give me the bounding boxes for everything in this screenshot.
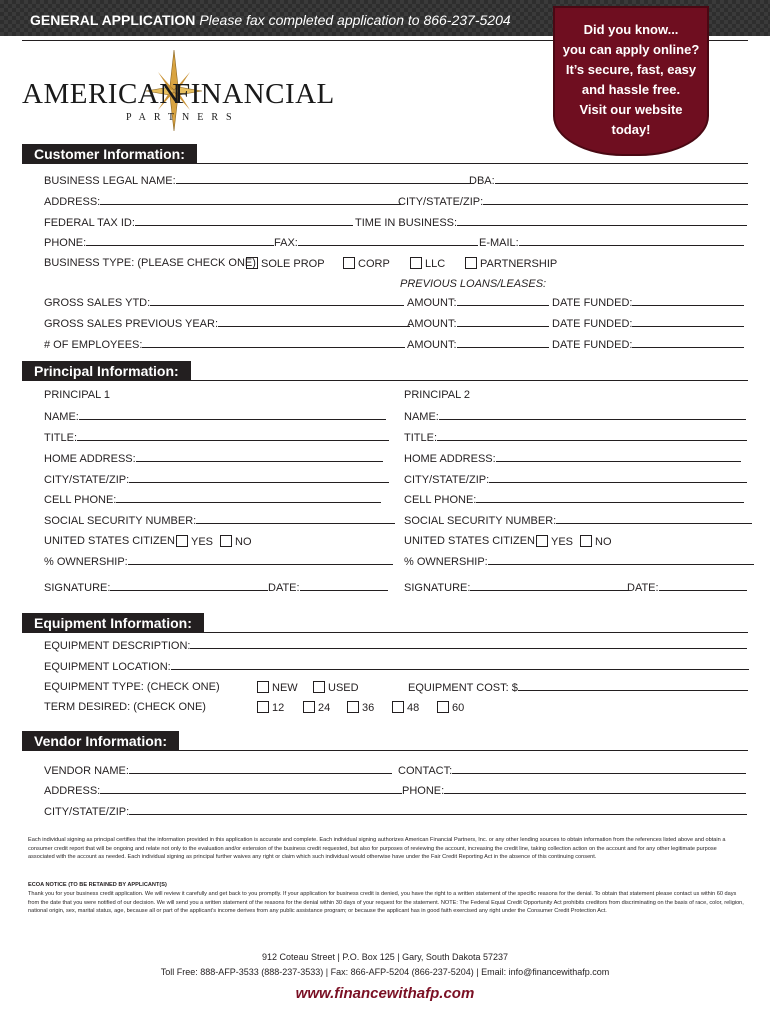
- certification-text: Each individual signing as principal certifies that the information provided in this application is accurate and complete. Each individual signing authorizes American Financial Partners, Inc. or any other lending sources to obtain information from the references listed above and obtain a consumer credit report that will be ongoing and relate not only to the evaluation and/or extension of the business credit requested, but also for purposes of reviewing the account, increasing the credit line, taking collection action on the account and for any other legitimate purpose associated with the account as needed. Each individual signing as principal further waives any right or claim which such individual would otherwise have under the Fair Credit Reporting Act in the absence of this continuing consent.: [28, 837, 726, 861]
- vendor-contact-label: CONTACT:: [398, 765, 453, 777]
- p2-citizen-row: [404, 535, 538, 548]
- p1-citizen-yes-checkbox[interactable]: [176, 535, 213, 549]
- address-field[interactable]: [44, 195, 401, 209]
- gross-sales-previous-field[interactable]: [44, 317, 410, 331]
- term-desired-label: TERM DESIRED: (CHECK ONE): [44, 701, 206, 713]
- new-label: NEW: [272, 682, 298, 694]
- ecoa-notice-text: Thank you for your business credit application. We will review it carefully and get back to you promptly. If your application for business credit is denied, you have the right to a written statement of the specific reasons for the denial. To obtain that statement please contact us within 60 days from the date that you were notified of our decision. We will send you a written statement of the reasons for the denial within 30 days of your request for the statement. NOTE: The Federal Equal Credit Opportunity Act prohibits creditors from discriminating on the basis of race, color, religion, national origin, sex, marital status, age, because all or part of the applicant’s income derives from any public assistance program; or because the applicant has in good faith exercised any right under the Consumer Credit Protection Act.: [28, 891, 744, 915]
- partnership-label: PARTNERSHIP: [480, 258, 558, 270]
- gross-sales-previous-label: GROSS SALES PREVIOUS YEAR:: [44, 318, 219, 330]
- p1-title-label: TITLE:: [44, 432, 78, 444]
- footer-address: 912 Coteau Street | P.O. Box 125 | Gary, South Dakota 57237: [262, 952, 508, 962]
- p2-city-state-zip-field[interactable]: [404, 473, 747, 487]
- term-48-label: 48: [407, 702, 420, 714]
- vendor-name-field[interactable]: [44, 764, 392, 778]
- p2-cell-phone-label: CELL PHONE:: [404, 494, 477, 506]
- loan-amount-field[interactable]: [407, 296, 549, 310]
- p1-city-state-zip-label: CITY/STATE/ZIP:: [44, 474, 130, 486]
- p1-ownership-label: % OWNERSHIP:: [44, 556, 128, 568]
- gross-sales-ytd-field[interactable]: [44, 296, 404, 310]
- badge-line: Visit our website: [579, 102, 683, 117]
- p2-name-field[interactable]: [404, 410, 746, 424]
- business-legal-name-field[interactable]: [44, 174, 474, 188]
- p1-home-address-label: HOME ADDRESS:: [44, 453, 136, 465]
- p2-home-address-field[interactable]: [404, 452, 741, 466]
- phone-label: PHONE:: [44, 237, 87, 249]
- date-funded-label: DATE FUNDED:: [552, 297, 633, 309]
- no-label: NO: [235, 536, 252, 548]
- p1-citizen-no-checkbox[interactable]: [220, 535, 252, 549]
- p1-signature-field[interactable]: [44, 581, 268, 595]
- equipment-location-label: EQUIPMENT LOCATION:: [44, 661, 171, 673]
- vendor-city-state-zip-label: CITY/STATE/ZIP:: [44, 806, 130, 818]
- checkbox-used[interactable]: [313, 681, 359, 695]
- badge-line: today!: [611, 122, 651, 137]
- city-state-zip-label: CITY/STATE/ZIP:: [398, 196, 484, 208]
- badge-line: and hassle free.: [581, 82, 681, 97]
- equipment-cost-field[interactable]: [408, 681, 748, 695]
- checkbox-sole-prop[interactable]: [246, 257, 325, 271]
- email-field[interactable]: [479, 236, 744, 250]
- checkbox-new[interactable]: [257, 681, 298, 695]
- principal-1-heading: PRINCIPAL 1: [44, 389, 111, 401]
- checkbox-term-60[interactable]: [437, 701, 464, 715]
- company-logo: [22, 48, 335, 133]
- dba-label: DBA:: [469, 175, 495, 187]
- previous-loans-heading: PREVIOUS LOANS/LEASES:: [400, 278, 547, 290]
- p1-city-state-zip-field[interactable]: [44, 473, 389, 487]
- p2-ownership-field[interactable]: [404, 555, 754, 569]
- p2-ssn-field[interactable]: [404, 514, 752, 528]
- p2-cell-phone-field[interactable]: [404, 493, 744, 507]
- checkbox-term-48[interactable]: [392, 701, 419, 715]
- p2-ssn-label: SOCIAL SECURITY NUMBER:: [404, 515, 557, 527]
- email-label: E-MAIL:: [479, 237, 519, 249]
- vendor-phone-label: PHONE:: [402, 785, 445, 797]
- p1-cell-phone-field[interactable]: [44, 493, 381, 507]
- did-you-know-badge[interactable]: [553, 6, 709, 156]
- logo-partners: PARTNERS: [126, 112, 240, 123]
- vendor-section-title: Vendor Information:: [22, 731, 179, 751]
- llc-label: LLC: [425, 258, 446, 270]
- vendor-city-state-zip-field[interactable]: [44, 805, 747, 819]
- term-24-label: 24: [318, 702, 331, 714]
- yes-label: YES: [551, 536, 574, 548]
- principal-2-heading: PRINCIPAL 2: [404, 389, 471, 401]
- dba-field[interactable]: [469, 174, 748, 188]
- logo-word-american: AMERICAN: [22, 78, 181, 110]
- p2-city-state-zip-label: CITY/STATE/ZIP:: [404, 474, 490, 486]
- gross-sales-ytd-label: GROSS SALES YTD:: [44, 297, 151, 309]
- city-state-zip-field[interactable]: [398, 195, 748, 209]
- equipment-cost-label: EQUIPMENT COST: $: [408, 682, 518, 694]
- p2-signature-label: SIGNATURE:: [404, 582, 471, 594]
- employees-label: # OF EMPLOYEES:: [44, 339, 143, 351]
- p1-ssn-field[interactable]: [44, 514, 395, 528]
- phone-field[interactable]: [44, 236, 274, 250]
- principal-section-title: Principal Information:: [22, 361, 191, 381]
- term-36-label: 36: [362, 702, 375, 714]
- business-legal-name-label: BUSINESS LEGAL NAME:: [44, 175, 176, 187]
- used-label: USED: [328, 682, 359, 694]
- p2-home-address-label: HOME ADDRESS:: [404, 453, 496, 465]
- loan-amount-field[interactable]: [407, 338, 549, 352]
- address-label: ADDRESS:: [44, 196, 101, 208]
- p2-title-label: TITLE:: [404, 432, 438, 444]
- equipment-section-title: Equipment Information:: [22, 613, 204, 633]
- corp-label: CORP: [358, 258, 390, 270]
- badge-line: It’s secure, fast, easy: [565, 62, 697, 77]
- date-funded-label: DATE FUNDED:: [552, 318, 633, 330]
- vendor-phone-field[interactable]: [402, 784, 746, 798]
- p1-date-field[interactable]: [268, 581, 388, 595]
- vendor-address-label: ADDRESS:: [44, 785, 101, 797]
- p1-citizen-row: [44, 535, 178, 548]
- p1-signature-label: SIGNATURE:: [44, 582, 111, 594]
- checkbox-corp[interactable]: [343, 257, 390, 271]
- equipment-location-field[interactable]: [44, 660, 749, 674]
- date-funded-field[interactable]: [552, 296, 744, 310]
- federal-tax-id-label: FEDERAL TAX ID:: [44, 217, 135, 229]
- customer-section-title: Customer Information:: [22, 144, 197, 164]
- date-funded-field[interactable]: [552, 317, 744, 331]
- footer-contact: Toll Free: 888-AFP-3533 (888-237-3533) | Fax: 866-AFP-5204 (866-237-5204) | Email: info@financewithafp.com: [160, 967, 610, 977]
- logo-word-financial: FINANCIAL: [174, 78, 335, 110]
- p2-ownership-label: % OWNERSHIP:: [404, 556, 488, 568]
- p1-ownership-field[interactable]: [44, 555, 393, 569]
- checkbox-llc[interactable]: [410, 257, 445, 271]
- date-funded-field[interactable]: [552, 338, 744, 352]
- term-desired-row: [44, 701, 206, 714]
- loan-amount-field[interactable]: [407, 317, 549, 331]
- p2-name-label: NAME:: [404, 411, 439, 423]
- time-in-business-field[interactable]: [355, 216, 747, 230]
- badge-line: Did you know...: [583, 22, 679, 37]
- sole-prop-label: SOLE PROP: [261, 258, 325, 270]
- vendor-name-label: VENDOR NAME:: [44, 765, 129, 777]
- yes-label: YES: [191, 536, 214, 548]
- p1-ssn-label: SOCIAL SECURITY NUMBER:: [44, 515, 197, 527]
- p2-citizen-label: UNITED STATES CITIZEN:: [404, 535, 539, 547]
- p1-title-field[interactable]: [44, 431, 389, 445]
- ecoa-notice-title: ECOA NOTICE (TO BE RETAINED BY APPLICANT(S): [28, 882, 167, 888]
- badge-line: you can apply online?: [562, 42, 700, 57]
- amount-label: AMOUNT:: [407, 318, 457, 330]
- p2-citizen-yes-checkbox[interactable]: [536, 535, 573, 549]
- p1-citizen-label: UNITED STATES CITIZEN:: [44, 535, 179, 547]
- fax-label: FAX:: [274, 237, 298, 249]
- p1-cell-phone-label: CELL PHONE:: [44, 494, 117, 506]
- footer-website-link[interactable]: www.financewithafp.com: [295, 985, 475, 1002]
- vendor-address-field[interactable]: [44, 784, 402, 798]
- header-title: GENERAL APPLICATION Please fax completed application to 866-237-5204: [30, 12, 511, 28]
- checkbox-term-24[interactable]: [303, 701, 330, 715]
- federal-tax-id-field[interactable]: [44, 216, 353, 230]
- equipment-type-label: EQUIPMENT TYPE: (CHECK ONE): [44, 681, 220, 693]
- p1-date-label: DATE:: [268, 582, 300, 594]
- vendor-contact-field[interactable]: [398, 764, 746, 778]
- business-type-row: [44, 257, 256, 270]
- p2-date-field[interactable]: [627, 581, 747, 595]
- term-12-label: 12: [272, 702, 285, 714]
- employees-field[interactable]: [44, 338, 405, 352]
- p2-citizen-no-checkbox[interactable]: [580, 535, 612, 549]
- p2-title-field[interactable]: [404, 431, 747, 445]
- p1-home-address-field[interactable]: [44, 452, 383, 466]
- equipment-type-row: [44, 681, 220, 694]
- no-label: NO: [595, 536, 612, 548]
- time-in-business-label: TIME IN BUSINESS:: [355, 217, 458, 229]
- equipment-description-field[interactable]: [44, 639, 747, 653]
- term-60-label: 60: [452, 702, 465, 714]
- amount-label: AMOUNT:: [407, 339, 457, 351]
- date-funded-label: DATE FUNDED:: [552, 339, 633, 351]
- equipment-description-label: EQUIPMENT DESCRIPTION:: [44, 640, 191, 652]
- business-type-label: BUSINESS TYPE: (PLEASE CHECK ONE): [44, 257, 256, 269]
- amount-label: AMOUNT:: [407, 297, 457, 309]
- checkbox-partnership[interactable]: [465, 257, 557, 271]
- p2-date-label: DATE:: [627, 582, 659, 594]
- p2-signature-field[interactable]: [404, 581, 628, 595]
- p1-name-label: NAME:: [44, 411, 79, 423]
- p1-name-field[interactable]: [44, 410, 386, 424]
- checkbox-term-12[interactable]: [257, 701, 284, 715]
- fax-field[interactable]: [274, 236, 478, 250]
- checkbox-term-36[interactable]: [347, 701, 374, 715]
